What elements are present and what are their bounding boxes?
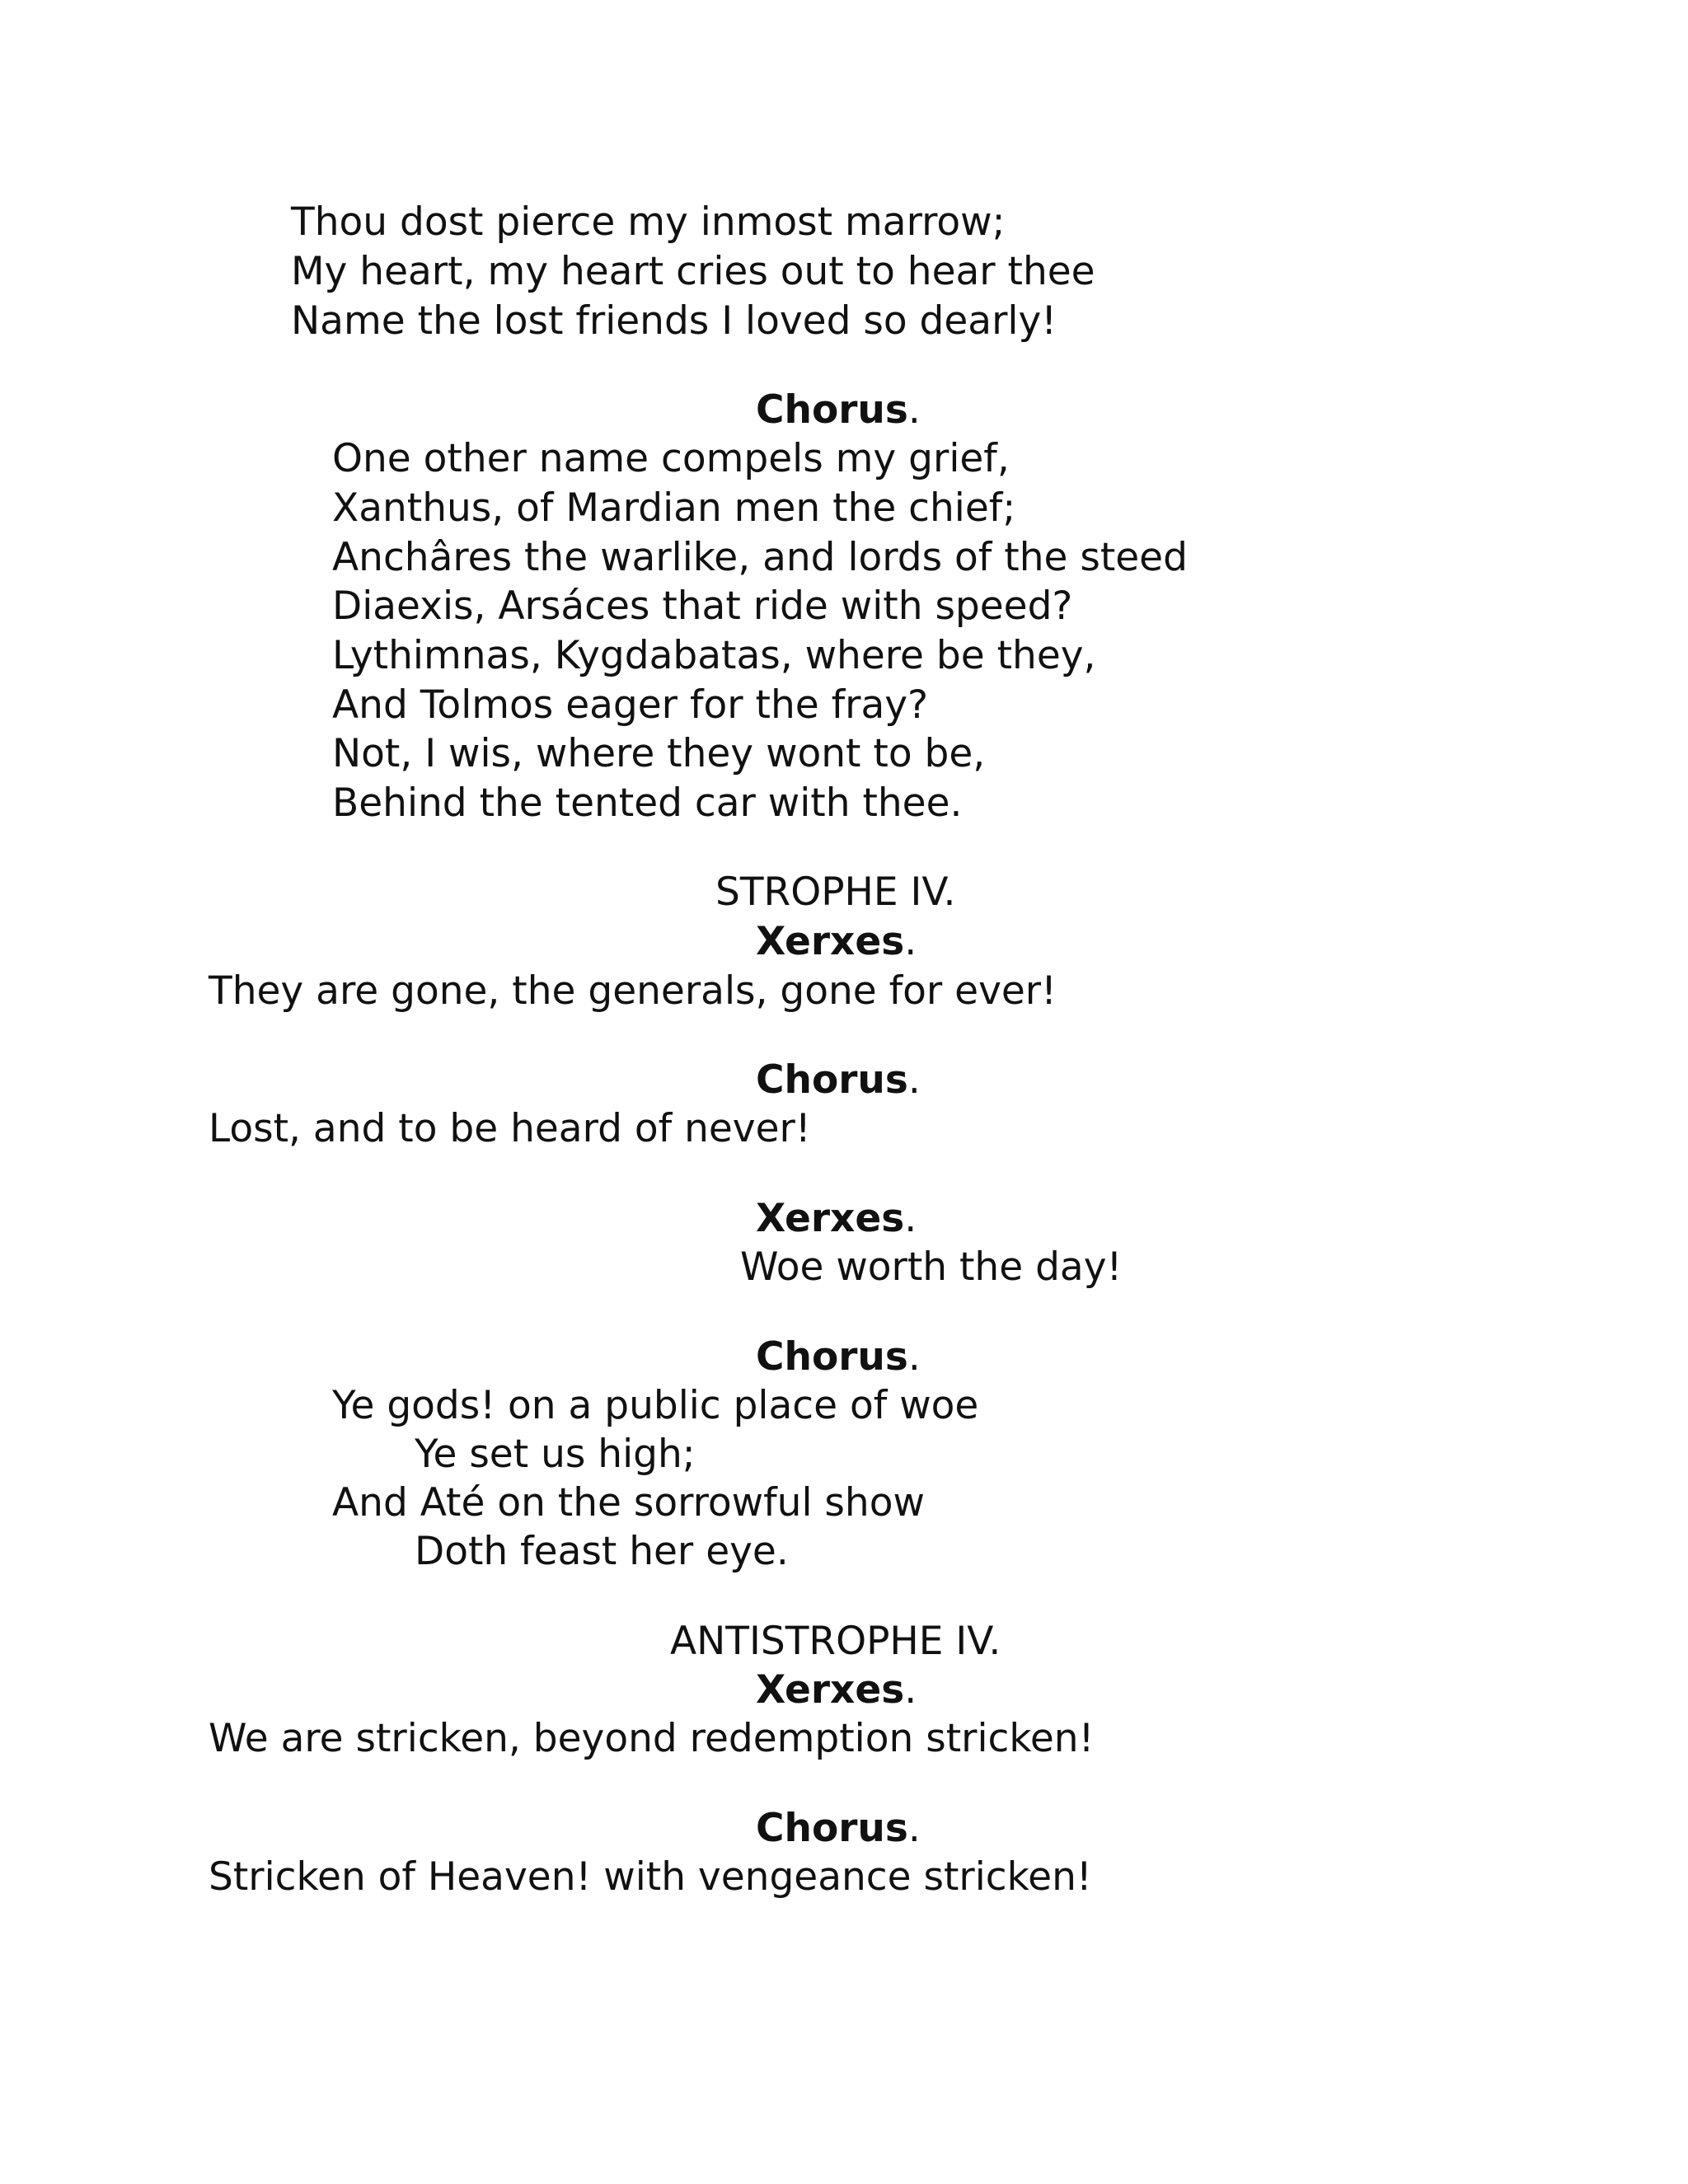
speaker-name: Xerxes bbox=[756, 1196, 905, 1241]
verse-line: Stricken of Heaven! with vengeance stricken! bbox=[209, 1854, 1092, 1900]
speaker-period: . bbox=[907, 1057, 921, 1103]
speaker-label-chorus bbox=[756, 1333, 921, 1382]
verse-line: Behind the tented car with thee. bbox=[332, 780, 963, 826]
verse-line: Lythimnas, Kygdabatas, where be they, bbox=[332, 633, 1096, 678]
speaker-label-xerxes bbox=[756, 1666, 917, 1715]
verse-line: Thou dost pierce my inmost marrow; bbox=[291, 199, 1006, 245]
verse-line: Ye gods! on a public place of woe bbox=[332, 1383, 979, 1428]
section-heading-strophe: STROPHE IV. bbox=[715, 869, 956, 915]
verse-line: And Tolmos eager for the fray? bbox=[332, 682, 929, 728]
verse-line: Xanthus, of Mardian men the chief; bbox=[332, 485, 1016, 531]
speaker-label-chorus bbox=[756, 386, 921, 435]
speaker-label-xerxes bbox=[756, 1194, 917, 1244]
verse-line: Woe worth the day! bbox=[740, 1244, 1123, 1290]
verse-line: Lost, and to be heard of never! bbox=[209, 1106, 811, 1151]
speaker-label-chorus bbox=[756, 1056, 921, 1105]
verse-line: We are stricken, beyond redemption stricken! bbox=[209, 1716, 1095, 1761]
speaker-period: . bbox=[904, 919, 917, 964]
speaker-label-xerxes bbox=[756, 917, 917, 967]
verse-line: They are gone, the generals, gone for ever! bbox=[209, 968, 1057, 1014]
verse-line: One other name compels my grief, bbox=[332, 436, 1010, 481]
verse-line: Anchâres the warlike, and lords of the steed bbox=[332, 535, 1188, 580]
speaker-name: Chorus bbox=[756, 387, 908, 433]
verse-line: Not, I wis, where they wont to be, bbox=[332, 731, 986, 776]
speaker-period: . bbox=[907, 1334, 921, 1380]
verse-line: Diaexis, Arsáces that ride with speed? bbox=[332, 583, 1073, 629]
speaker-name: Chorus bbox=[756, 1334, 908, 1380]
speaker-name: Chorus bbox=[756, 1057, 908, 1103]
speaker-name: Chorus bbox=[756, 1806, 908, 1851]
verse-line: My heart, my heart cries out to hear thee bbox=[291, 249, 1095, 294]
speaker-name: Xerxes bbox=[756, 919, 905, 964]
verse-line: Doth feast her eye. bbox=[415, 1529, 789, 1574]
speaker-label-chorus bbox=[756, 1804, 921, 1854]
speaker-period: . bbox=[904, 1196, 917, 1241]
section-heading-antistrophe: ANTISTROPHE IV. bbox=[670, 1619, 1001, 1664]
speaker-period: . bbox=[904, 1667, 917, 1713]
speaker-period: . bbox=[907, 1806, 921, 1851]
verse-line: Name the lost friends I loved so dearly! bbox=[291, 298, 1057, 344]
speaker-period: . bbox=[907, 387, 921, 433]
verse-line: And Até on the sorrowful show bbox=[332, 1480, 925, 1526]
speaker-name: Xerxes bbox=[756, 1667, 905, 1713]
verse-line: Ye set us high; bbox=[415, 1432, 696, 1477]
